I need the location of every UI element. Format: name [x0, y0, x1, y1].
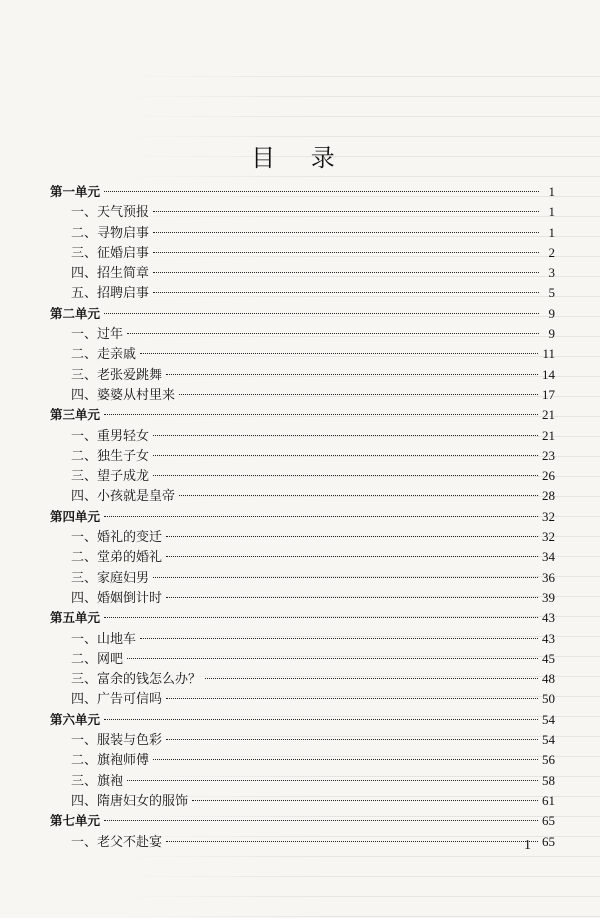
toc-entry-title: 第三单元 [50, 407, 101, 423]
toc-entry[interactable] [50, 791, 555, 811]
dot-leader [104, 820, 538, 821]
toc-page-number: 9 [548, 305, 555, 321]
dot-leader [127, 780, 538, 781]
dot-leader [104, 414, 538, 415]
toc-page-number: 39 [542, 589, 555, 605]
toc-unit-heading[interactable] [50, 811, 555, 831]
toc-unit-heading[interactable] [50, 405, 555, 425]
toc-page-number: 1 [548, 204, 555, 220]
table-of-contents [50, 182, 555, 852]
page-number: 1 [524, 838, 531, 853]
toc-entry[interactable] [50, 527, 555, 547]
toc-entry-title: 一、天气预报 [71, 205, 150, 221]
toc-page-number: 21 [542, 427, 555, 443]
dot-leader [153, 475, 538, 476]
toc-entry[interactable] [50, 466, 555, 486]
dot-leader [104, 313, 539, 314]
toc-entry[interactable] [50, 283, 555, 303]
dot-leader [127, 333, 539, 334]
dot-leader [153, 252, 539, 253]
toc-page-number: 1 [548, 224, 555, 240]
toc-entry[interactable] [50, 263, 555, 283]
toc-page-number: 26 [542, 468, 555, 484]
toc-entry[interactable] [50, 486, 555, 506]
toc-page-number: 32 [542, 529, 555, 545]
dot-leader [104, 617, 538, 618]
dot-leader [140, 638, 538, 639]
toc-page-number: 5 [548, 285, 555, 301]
toc-entry[interactable] [50, 568, 555, 588]
toc-unit-heading[interactable] [50, 608, 555, 628]
toc-page-number: 56 [542, 752, 555, 768]
toc-entry[interactable] [50, 243, 555, 263]
toc-entry-title: 四、婆婆从村里来 [71, 387, 176, 403]
dot-leader [153, 455, 538, 456]
toc-entry[interactable] [50, 588, 555, 608]
toc-entry-title: 二、走亲戚 [71, 347, 137, 363]
dot-leader [153, 577, 538, 578]
dot-leader [166, 698, 538, 699]
toc-entry[interactable] [50, 365, 555, 385]
dot-leader [166, 841, 538, 842]
toc-entry-title: 一、重男轻女 [71, 428, 150, 444]
toc-page-number: 34 [542, 549, 555, 565]
toc-page-number: 3 [548, 265, 555, 281]
toc-entry-title: 三、老张爱跳舞 [71, 367, 163, 383]
dot-leader [104, 191, 539, 192]
dot-leader [179, 495, 538, 496]
toc-page-number: 21 [542, 407, 555, 423]
toc-page-number: 58 [542, 772, 555, 788]
toc-page-number: 43 [542, 630, 555, 646]
toc-page-number: 65 [542, 833, 555, 849]
dot-leader [104, 719, 538, 720]
toc-entry-title: 一、山地车 [71, 631, 137, 647]
toc-entry[interactable] [50, 202, 555, 222]
toc-page-number: 48 [542, 671, 555, 687]
toc-entry[interactable] [50, 385, 555, 405]
toc-page-number: 11 [542, 346, 555, 362]
dot-leader [127, 658, 538, 659]
dot-leader [153, 232, 539, 233]
toc-page-number: 65 [542, 813, 555, 829]
toc-entry-title: 第一单元 [50, 184, 101, 199]
dot-leader [153, 435, 538, 436]
dot-leader [166, 374, 538, 375]
toc-page-number: 9 [548, 326, 555, 342]
toc-entry-title: 三、富余的钱怎么办？ [71, 672, 202, 688]
toc-entry[interactable] [50, 649, 555, 669]
toc-unit-heading[interactable] [50, 507, 555, 527]
toc-entry[interactable] [50, 446, 555, 466]
toc-unit-heading[interactable] [50, 304, 555, 324]
toc-entry-title: 二、旗袍师傅 [71, 753, 150, 769]
dot-leader [166, 536, 538, 537]
toc-entry-title: 三、望子成龙 [71, 469, 150, 485]
toc-entry[interactable] [50, 547, 555, 567]
toc-entry[interactable] [50, 223, 555, 243]
toc-entry-title: 二、独生子女 [71, 448, 150, 464]
toc-entry-title: 四、广告可信吗 [71, 692, 163, 708]
toc-entry[interactable] [50, 629, 555, 649]
toc-page-number: 54 [542, 711, 555, 727]
dot-leader [205, 678, 538, 679]
toc-entry-title: 一、老父不赴宴 [71, 834, 163, 850]
dot-leader [166, 597, 538, 598]
toc-page-number: 61 [542, 792, 555, 808]
toc-entry[interactable] [50, 771, 555, 791]
toc-entry[interactable] [50, 344, 555, 364]
toc-page-number: 28 [542, 488, 555, 504]
toc-entry[interactable] [50, 689, 555, 709]
toc-entry-title: 一、婚礼的变迁 [71, 530, 163, 546]
toc-page-number: 54 [542, 732, 555, 748]
toc-entry-title: 四、隋唐妇女的服饰 [71, 793, 189, 809]
toc-entry-title: 第四单元 [50, 508, 101, 524]
dot-leader [192, 800, 538, 801]
toc-page-number: 45 [542, 650, 555, 666]
dot-leader [153, 292, 539, 293]
toc-entry-title: 一、服装与色彩 [71, 733, 163, 749]
dot-leader [153, 759, 538, 760]
toc-entry[interactable] [50, 426, 555, 446]
dot-leader [104, 516, 538, 517]
dot-leader [166, 739, 538, 740]
toc-page-number: 2 [548, 244, 555, 260]
toc-page-number: 14 [542, 366, 555, 382]
toc-entry-title: 三、旗袍 [71, 773, 124, 789]
toc-page-number: 1 [548, 184, 555, 199]
page-title: 目 录 [251, 144, 349, 172]
toc-unit-heading[interactable] [50, 710, 555, 730]
dot-leader [153, 272, 539, 273]
toc-entry-title: 五、招聘启事 [71, 286, 150, 302]
toc-entry-title: 一、过年 [71, 327, 124, 343]
toc-entry-title: 第七单元 [50, 813, 101, 829]
dot-leader [153, 211, 539, 212]
toc-page-number: 43 [542, 610, 555, 626]
toc-entry-title: 四、婚姻倒计时 [71, 590, 163, 606]
toc-entry-title: 二、堂弟的婚礼 [71, 550, 163, 566]
toc-entry-title: 第六单元 [50, 711, 101, 727]
toc-entry[interactable] [50, 324, 555, 344]
dot-leader [140, 353, 538, 354]
toc-entry-title: 第五单元 [50, 610, 101, 626]
toc-entry[interactable] [50, 832, 555, 852]
toc-page-number: 50 [542, 691, 555, 707]
toc-page-number: 17 [542, 386, 555, 402]
toc-entry-title: 二、寻物启事 [71, 225, 150, 241]
toc-page-number: 32 [542, 508, 555, 524]
toc-entry-title: 四、招生简章 [71, 266, 150, 282]
toc-entry-title: 三、征婚启事 [71, 245, 150, 261]
toc-page-number: 36 [542, 569, 555, 585]
toc-entry[interactable] [50, 750, 555, 770]
dot-leader [179, 394, 538, 395]
toc-entry[interactable] [50, 669, 555, 689]
dot-leader [166, 556, 538, 557]
toc-entry-title: 二、网吧 [71, 651, 124, 667]
toc-entry-title: 四、小孩就是皇帝 [71, 489, 176, 505]
toc-unit-heading[interactable] [50, 182, 555, 202]
toc-entry-title: 三、家庭妇男 [71, 570, 150, 586]
toc-entry[interactable] [50, 730, 555, 750]
toc-entry-title: 第二单元 [50, 305, 101, 321]
toc-page-number: 23 [542, 447, 555, 463]
